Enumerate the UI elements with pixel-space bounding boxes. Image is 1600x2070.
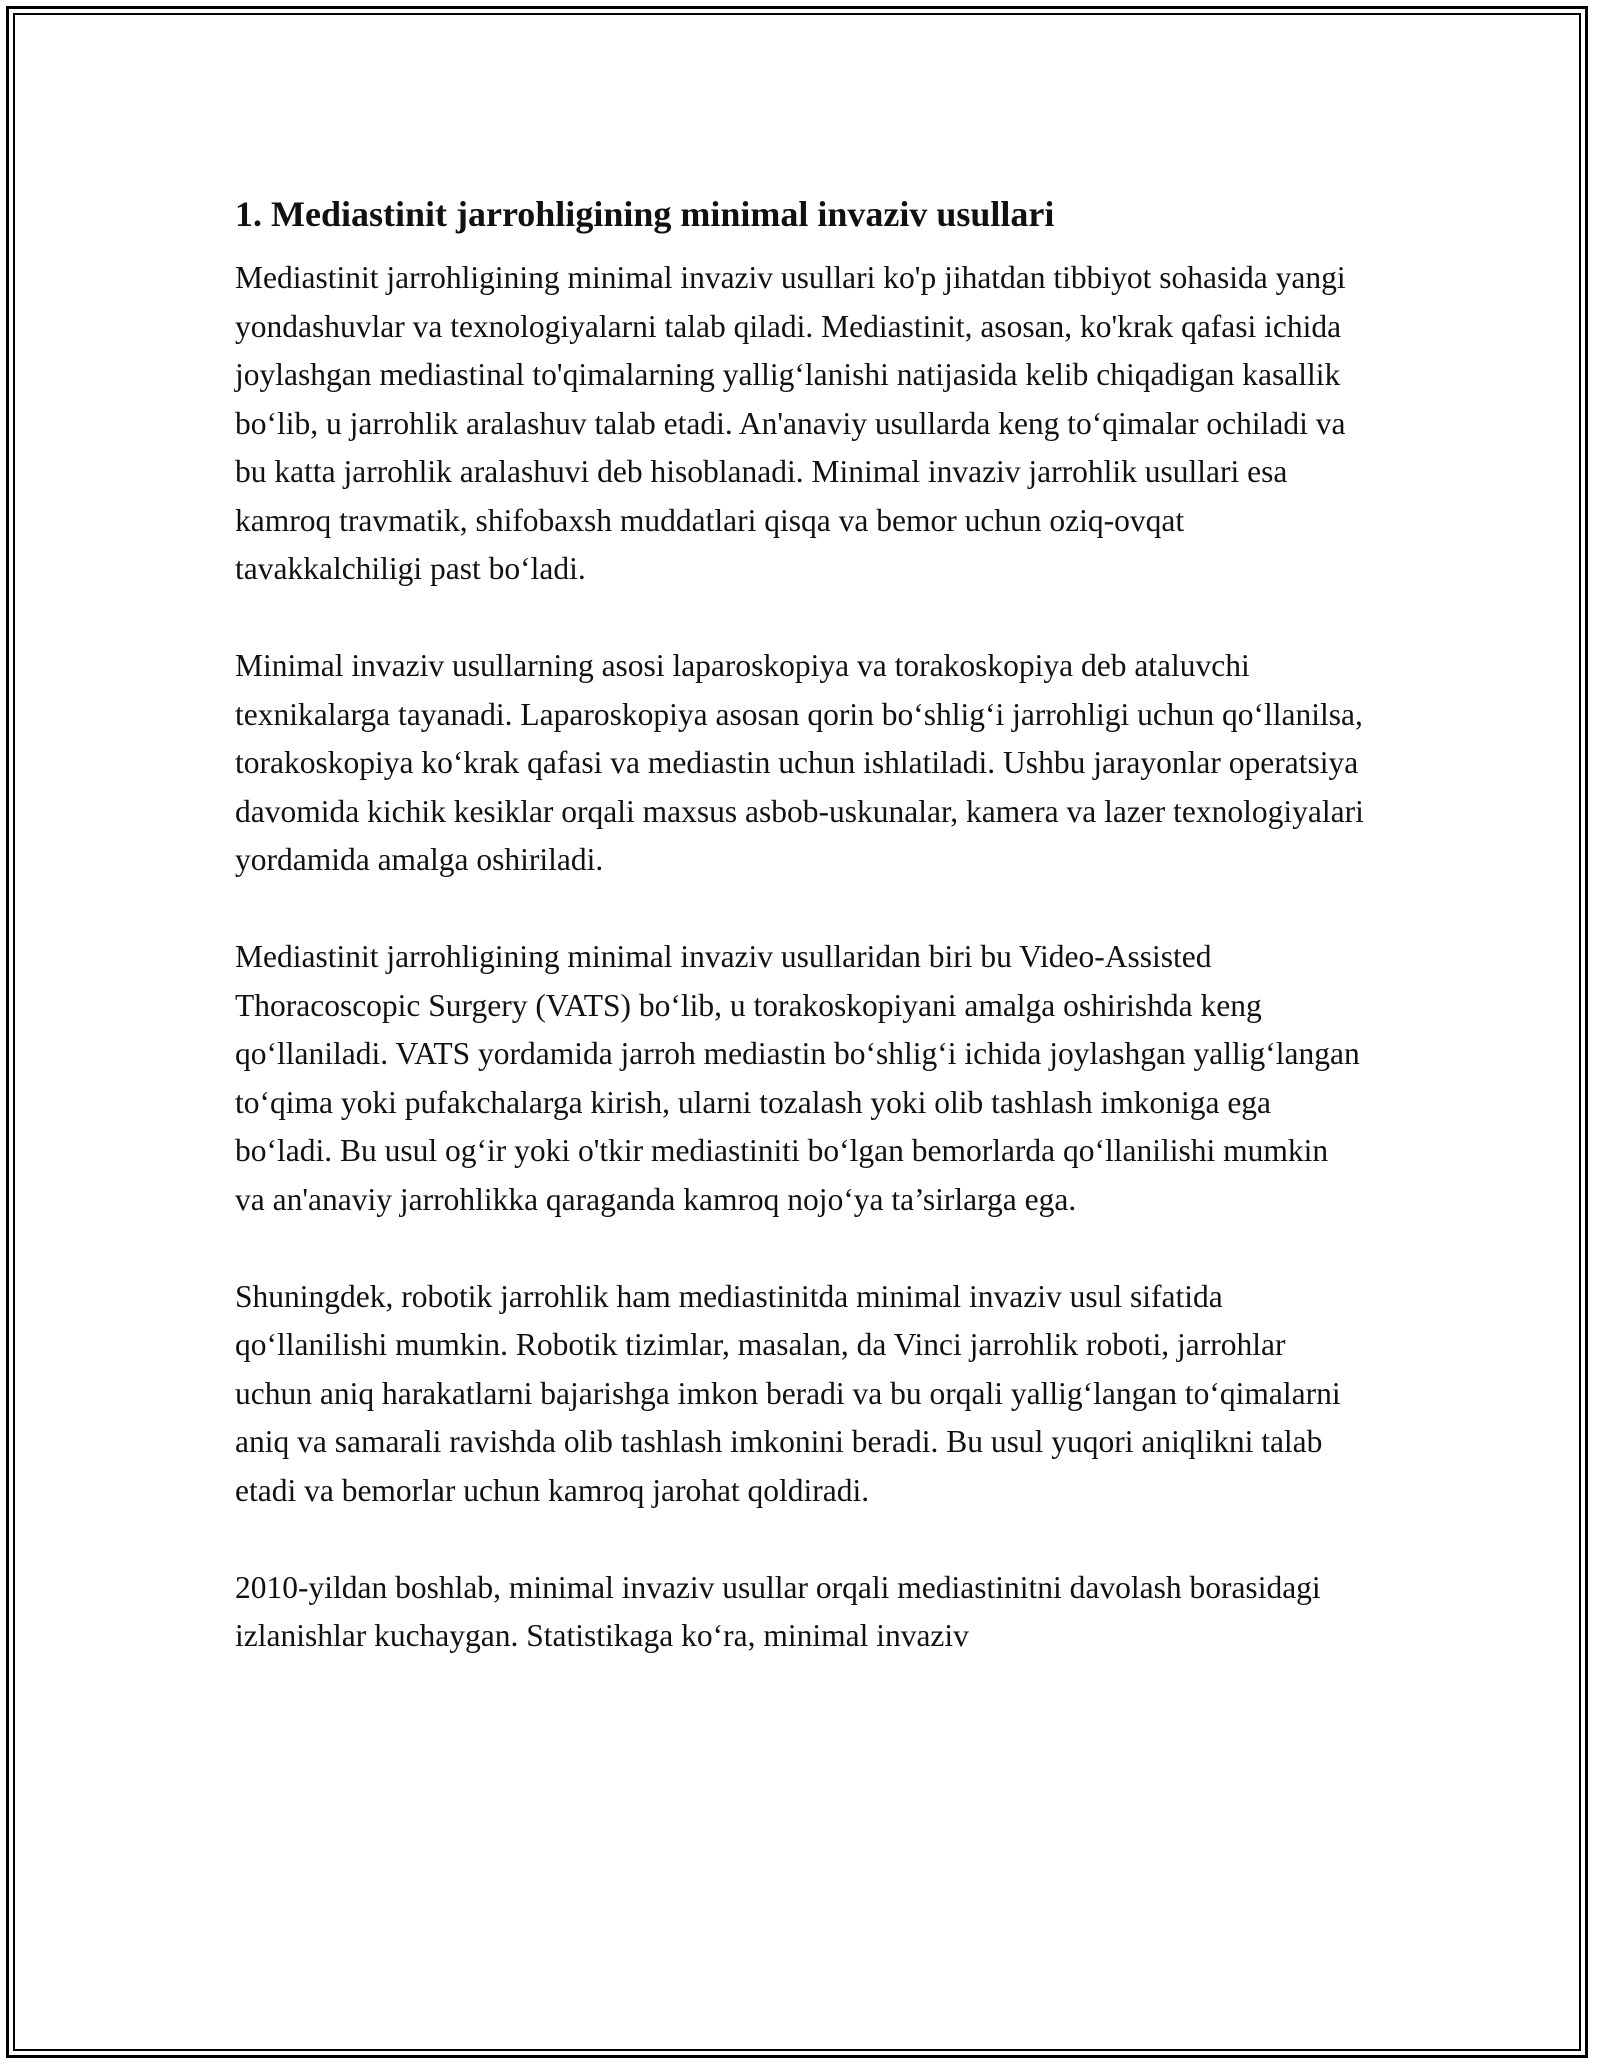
paragraph: Mediastinit jarrohligining minimal invaziv usullaridan biri bu Video-Assisted Thoracoscopic Surgery (VATS) bo‘lib, u torakoskopiyani amalga oshirishda keng qo‘llaniladi. VATS yordamida jarroh mediastin bo‘shlig‘i ichida joylashgan yallig‘langan to‘qima yoki pufakchalarga kirish, ularni tozalash yoki olib tashlash imkoniga ega bo‘ladi. Bu usul og‘ir yoki o'tkir mediastiniti bo‘lgan bemorlarda qo‘llanilishi mumkin va an'anaviy jarrohlikka qaraganda kamroq nojo‘ya ta’sirlarga ega. bbox=[235, 939, 1360, 1217]
section-title: 1. Mediastinit jarrohligining minimal invaziv usullari bbox=[235, 194, 1055, 234]
document-body bbox=[235, 184, 1365, 1709]
paragraph: Mediastinit jarrohligining minimal invaziv usullari ko'p jihatdan tibbiyot sohasida yangi yondashuvlar va texnologiyalarni talab qiladi. Mediastinit, asosan, ko'krak qafasi ichida joylashgan mediastinal to'qimalarning yallig‘lanishi natijasida kelib chiqadigan kasallik bo‘lib, u jarrohlik aralashuv talab etadi. An'anaviy usullarda keng to‘qimalar ochiladi va bu katta jarrohlik aralashuvi deb hisoblanadi. Minimal invaziv jarrohlik usullari esa kamroq travmatik, shifobaxsh muddatlari qisqa va bemor uchun oziq-ovqat tavakkalchiligi past bo‘ladi. bbox=[235, 260, 1346, 586]
paragraph: 2010-yildan boshlab, minimal invaziv usullar orqali mediastinitni davolash borasidagi izlanishlar kuchaygan. Statistikaga ko‘ra, minimal invaziv bbox=[235, 1569, 1321, 1653]
paragraph: Minimal invaziv usullarning asosi laparoskopiya va torakoskopiya deb ataluvchi texnikalarga tayanadi. Laparoskopiya asosan qorin bo‘shlig‘i jarrohligi uchun qo‘llanilsa, torakoskopiya ko‘krak qafasi va mediastin uchun ishlatiladi. Ushbu jarayonlar operatsiya davomida kichik kesiklar orqali maxsus asbob-uskunalar, kamera va lazer texnologiyalari yordamida amalga oshiriladi. bbox=[235, 648, 1364, 877]
paragraph: Shuningdek, robotik jarrohlik ham mediastinitda minimal invaziv usul sifatida qo‘llanilishi mumkin. Robotik tizimlar, masalan, da Vinci jarrohlik roboti, jarrohlar uchun aniq harakatlarni bajarishga imkon beradi va bu orqali yallig‘langan to‘qimalarni aniq va samarali ravishda olib tashlash imkonini beradi. Bu usul yuqori aniqlikni talab etadi va bemorlar uchun kamroq jarohat qoldiradi. bbox=[235, 1278, 1341, 1508]
